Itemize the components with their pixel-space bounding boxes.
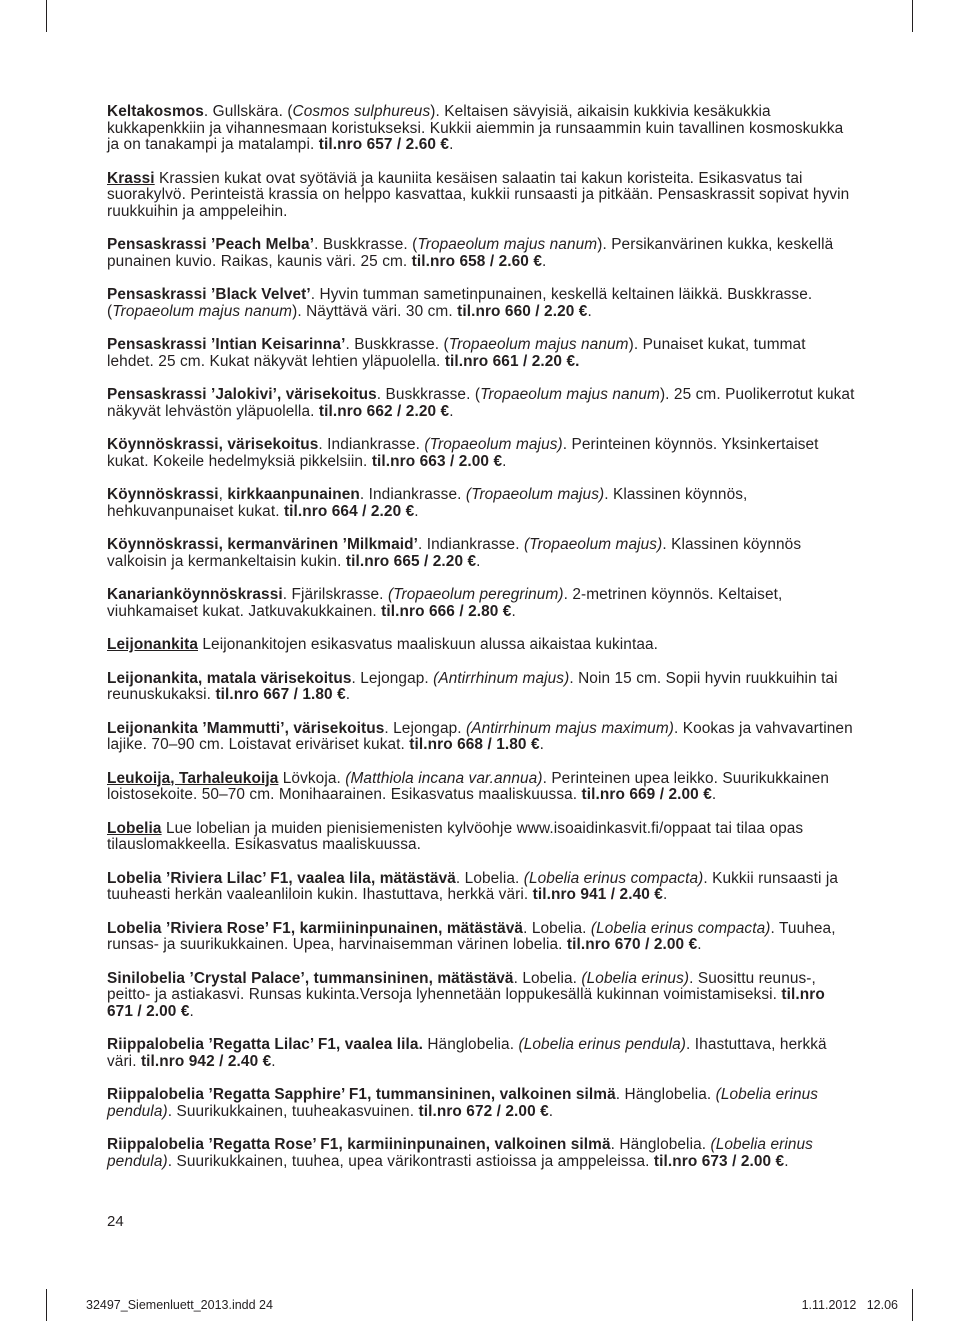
entry-text: . [414,502,419,520]
entry-bold-text: til.nro 668 / 1.80 € [409,736,540,753]
entry-italic-text: (Antirrhinum majus) [433,669,570,687]
entry-text: . Hyvin tumman sametinpunainen, keskellä keltainen läikkä. Buskkrasse. ( [107,286,813,320]
entry-bold-text: Lobelia ’Riviera Rose’ F1, karmiininpunainen, mätästävä [107,919,524,937]
entry-bold-text: Leijonankita, matala värisekoitus [107,669,352,687]
entry-text: . Klassinen köynnös valkoisin ja kermankeltaisin kukin. [107,536,802,570]
entry-bold-text: til.nro 941 / 2.40 € [532,886,663,903]
crop-mark-top-right [912,0,913,32]
entry-text: . Klassinen köynnös, hehkuvanpunaiset kukat. [107,486,748,520]
entry-heading-text: Lobelia [107,819,162,837]
entry-text: . [548,1102,554,1120]
catalog-entry [107,587,855,620]
entry-bold-text: til.nro 673 / 2.00 € [653,1152,785,1170]
entry-italic-text: Tropaeolum majus nanum [417,236,598,253]
catalog-entry [107,921,855,954]
entry-text: . Ihastuttava, herkkä väri. [107,1036,827,1070]
entry-text: . Perinteinen upea leikko. Suurikukkainen loistosekoite. 50–70 cm. Monihaarainen. Esikasvatus maaliskuussa. [107,769,829,803]
entry-bold-text: til.nro 657 / 2.60 € [318,136,450,153]
entry-text: . Hänglobelia. [610,1136,711,1153]
entry-text: . [345,686,351,703]
crop-mark-bottom-left [46,1289,47,1321]
entry-bold-text: til.nro 663 / 2.00 € [371,452,503,470]
crop-mark-top-left [46,0,47,32]
entry-text: Hänglobelia. [422,1036,519,1053]
entry-italic-text: (Tropaeolum majus) [523,536,663,553]
entry-text: . Lejongap. [384,719,467,737]
entry-text: . [784,1152,789,1170]
entry-bold-text: Köynnöskrassi, värisekoitus [107,436,319,453]
entry-text: . Tuuhea, runsas- ja suurikukkainen. Upea, harvinaisemman värinen lobelia. [107,919,836,953]
catalog-entry [107,171,855,221]
entry-bold-text: Pensaskrassi ’Black Velvet’ [107,286,311,303]
entry-text: . Buskkrasse. ( [345,336,449,353]
crop-mark-bottom-right [912,1289,913,1321]
entry-bold-text: Pensaskrassi ’Peach Melba’ [107,236,315,253]
catalog-entry [107,721,855,754]
entry-text: . [449,136,454,153]
entry-bold-text: Köynnöskrassi, kermanvärinen ’Milkmaid’ [107,536,418,553]
entry-bold-text: Lobelia ’Riviera Lilac’ F1, vaalea lila, mätästävä [107,869,456,887]
entry-italic-text: (Lobelia erinus pendula) [518,1036,687,1053]
entry-text: . Indiankrasse. [318,436,425,453]
catalog-text-column [107,104,855,1187]
entry-bold-text: til.nro 667 / 1.80 € [215,686,346,703]
entry-text: ). Näyttävä väri. 30 cm. [292,302,458,320]
entry-text: . [587,302,592,320]
entry-italic-text: (Matthiola incana var.annua) [345,769,543,787]
entry-text: . Suurikukkainen, tuuheakasvuinen. [167,1102,419,1120]
entry-text: . Kookas ja vahvavartinen lajike. 70–90 cm. Loistavat eriväriset kukat. [107,719,853,753]
entry-italic-text: (Lobelia erinus compacta) [590,919,771,937]
entry-text: . Buskkrasse. ( [376,386,481,403]
entry-text: . Kukkii runsaasti ja tuuheasti herkän vaaleanliloin kukin. Ihastuttava, herkkä väri. [107,869,839,903]
entry-text: . Lobelia. [455,869,524,887]
entry-bold-text: Leijonankita ’Mammutti’, värisekoitus [107,719,385,737]
entry-text: . [697,936,702,953]
entry-bold-text: Riippalobelia ’Regatta Lilac’ F1, vaalea lila. [107,1036,423,1053]
entry-bold-text: til.nro 666 / 2.80 € [381,602,512,620]
entry-bold-text: Kanarianköynnöskrassi [107,586,283,603]
entry-text: . [502,452,507,470]
entry-bold-text: Riippalobelia ’Regatta Sapphire’ F1, tummansininen, valkoinen silmä [107,1086,616,1103]
entry-bold-text: til.nro 661 / 2.20 €. [444,352,580,370]
catalog-entry [107,671,855,704]
entry-text: . [539,736,545,753]
entry-bold-text: Pensaskrassi ’Intian Keisarinna’ [107,336,346,353]
entry-bold-text: til.nro 662 / 2.20 € [318,402,450,420]
entry-italic-text: Cosmos sulphureus [292,103,431,120]
entry-text: . Indiankrasse. [417,536,524,553]
entry-text: Leijonankitojen esikasvatus maaliskuun alussa aikaistaa kukintaa. [198,636,659,653]
entry-italic-text: Tropaeolum majus nanum [112,302,293,320]
entry-italic-text: (Lobelia erinus compacta) [523,869,704,887]
catalog-entry [107,287,855,320]
catalog-entry [107,437,855,470]
entry-bold-text: til.nro 671 / 2.00 € [107,986,825,1020]
catalog-entry [107,337,855,370]
entry-bold-text: til.nro 664 / 2.20 € [283,502,415,520]
entry-text: ). Keltaisen sävyisiä, aikaisin kukkivia kesäkukkia kukkapenkkiin ja vihannesmaan koristukseksi. Kukkii aiemmin ja runsaammin kuin tavallinen kosmoskukka ja on tanakampi ja matalampi. [107,103,844,153]
entry-text: ). Persikanvärinen kukka, keskellä punainen kuvio. Raikas, kaunis väri. 25 cm. [107,236,834,270]
entry-text: . [449,402,454,420]
entry-text: . Perinteinen köynnös. Yksinkertaiset kukat. Kokeile hedelmyksiä pikkelsiin. [107,436,819,470]
entry-bold-text: Sinilobelia ’Crystal Palace’, tummansininen, mätästävä [107,969,514,987]
catalog-entry [107,1087,855,1120]
entry-italic-text: (Tropaeolum majus) [465,486,605,503]
entry-heading-text: Leijonankita [107,636,198,653]
entry-text: . 2-metrinen köynnös. Keltaiset, viuhkamaiset kukat. Jatkuvakukkainen. [107,586,783,620]
entry-text: . [662,886,668,903]
entry-text: Lövkoja. [278,769,346,787]
catalog-entry [107,1137,855,1170]
catalog-entry [107,537,855,570]
catalog-entry [107,1037,855,1070]
entry-italic-text: Tropaeolum majus nanum [448,336,629,353]
entry-italic-text: (Tropaeolum majus) [424,436,563,453]
catalog-entry [107,237,855,270]
entry-italic-text: (Lobelia erinus) [581,969,690,987]
entry-text: . Suosittu reunus-, peitto- ja astiakasvi. Runsas kukinta.Versoja lyhennetään loppukesällä kukinnan voimistamiseksi. [107,969,816,1003]
entry-text: . [189,1002,194,1020]
entry-italic-text: Tropaeolum majus nanum [480,386,660,403]
entry-bold-text: Pensaskrassi ’Jalokivi’, värisekoitus [107,386,377,403]
catalog-entry [107,821,855,854]
entry-bold-text: kirkkaanpunainen [227,486,360,503]
entry-text: . [542,252,547,270]
entry-bold-text: til.nro 658 / 2.60 € [411,252,542,270]
entry-heading-text: Krassi [107,169,155,187]
entry-italic-text: (Antirrhinum majus maximum) [466,719,674,737]
catalog-entry [107,971,855,1021]
entry-text: . Gullskära. ( [203,103,293,120]
catalog-entry [107,387,855,420]
entry-bold-text: Riippalobelia ’Regatta Rose’ F1, karmiininpunainen, valkoinen silmä [107,1136,611,1153]
entry-italic-text: (Tropaeolum peregrinum) [387,586,564,603]
entry-text: . Lobelia. [523,919,591,937]
entry-text: Lue lobelian ja muiden pienisiemenisten kylvöohje www.isoaidinkasvit.fi/oppaat tai tilaa opas tilauslomakkeella. Esikasvatus maaliskuussa. [107,819,804,853]
catalog-entry [107,771,855,804]
entry-bold-text: Keltakosmos [107,103,204,120]
entry-italic-text: (Lobelia erinus pendula) [107,1136,813,1170]
entry-heading-text: Leukoija, Tarhaleukoija [107,769,279,787]
entry-text: . Hänglobelia. [615,1086,716,1103]
entry-bold-text: til.nro 942 / 2.40 € [140,1052,272,1070]
entry-bold-text: til.nro 669 / 2.00 € [581,786,712,803]
page-number: 24 [107,1213,124,1230]
entry-text: . [476,552,481,570]
entry-text: . [511,602,516,620]
entry-italic-text: (Lobelia erinus pendula) [107,1086,819,1120]
entry-text: . Lobelia. [513,969,582,987]
catalog-entry [107,104,855,154]
entry-text: . Fjärilskrasse. [282,586,388,603]
print-slug-date: 1.11.2012 12.06 [801,1298,898,1312]
catalog-entry [107,487,855,520]
entry-text: . Suurikukkainen, tuuhea, upea värikontrasti astioissa ja amppeleissa. [167,1152,654,1170]
entry-bold-text: til.nro 672 / 2.00 € [418,1102,549,1120]
entry-text: ). Punaiset kukat, tummat lehdet. 25 cm. Kukat näkyvät lehtien yläpuolella. [107,336,806,370]
entry-text: . [271,1052,276,1070]
print-slug-filename: 32497_Siemenluett_2013.indd 24 [86,1298,273,1312]
entry-text: . [711,786,717,803]
entry-text: . Noin 15 cm. Sopii hyvin ruukkuihin tai reunuskukaksi. [107,669,838,703]
catalog-entry [107,637,855,654]
entry-text: . Indiankrasse. [359,486,466,503]
entry-text: . Buskkrasse. ( [314,236,418,253]
entry-bold-text: Köynnöskrassi [107,486,219,503]
entry-bold-text: til.nro 670 / 2.00 € [566,936,698,953]
entry-bold-text: til.nro 660 / 2.20 € [457,302,588,320]
entry-text: ). 25 cm. Puolikerrotut kukat näkyvät lehvästön yläpuolella. [107,386,855,420]
entry-text: , [218,486,228,503]
entry-text: Krassien kukat ovat syötäviä ja kauniita kesäisen salaatin tai kakun koristeita. Esikasvatus tai suorakylvö. Perinteistä krassia on helppo kasvattaa, kukkii runsaasti ja pitkään. Pensaskrassit sopivat hyvin ruukkuihin ja amppeleihin. [107,169,850,220]
entry-text: . Lejongap. [351,669,434,687]
entry-bold-text: til.nro 665 / 2.20 € [345,552,477,570]
catalog-entry [107,871,855,904]
